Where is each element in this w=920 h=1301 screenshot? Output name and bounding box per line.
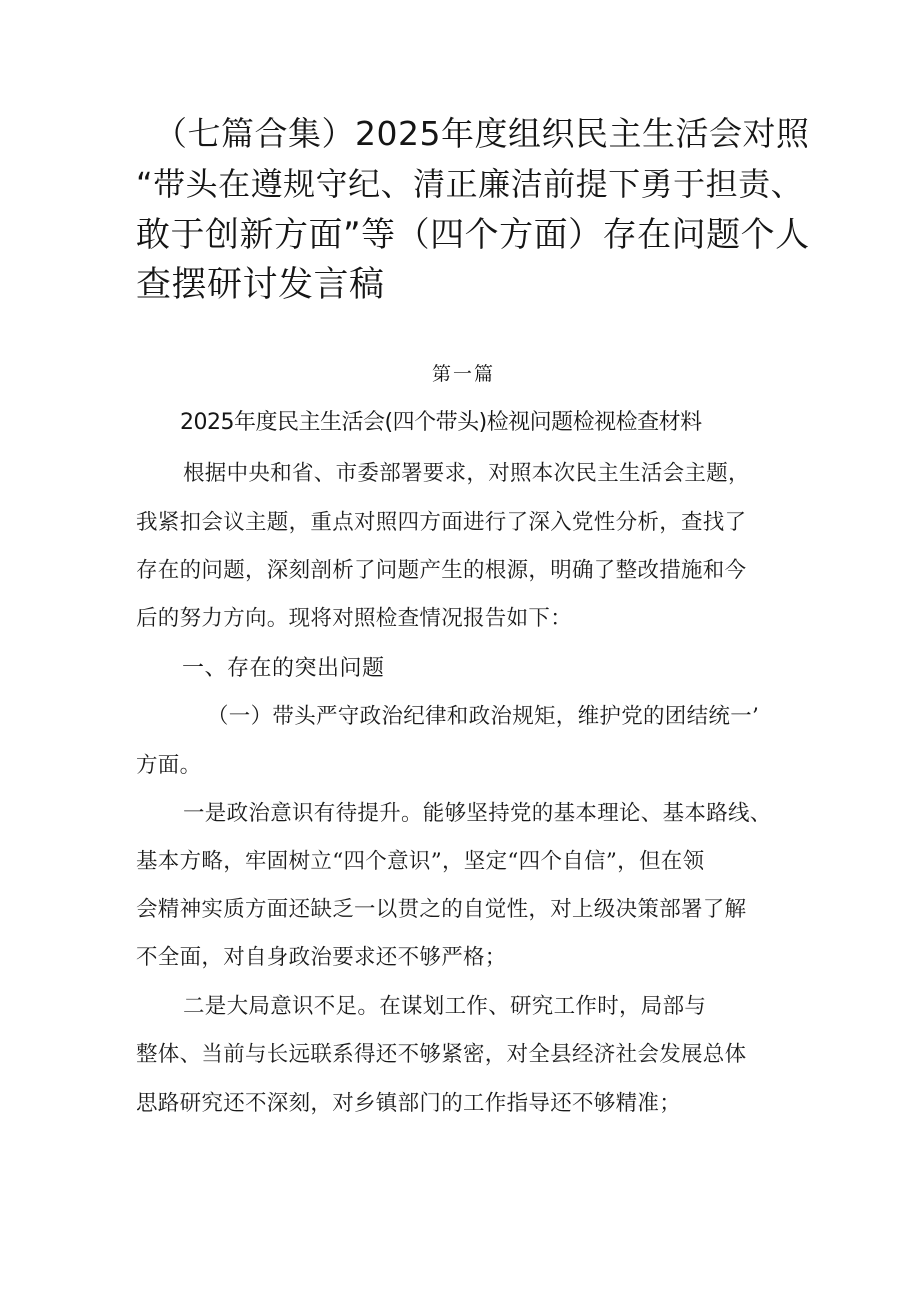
point-2-line-3: 思路研究还不深刻，对乡镇部门的工作指导还不够精准； (136, 1091, 682, 1116)
section-label: 第一篇 (432, 363, 496, 385)
point-2-line-2: 整体、当前与长远联系得还不够紧密，对全县经济社会发展总体 (136, 1042, 747, 1067)
point-1-line-2: 基本方略，牢固树立“四个意识”，坚定“四个自信”，但在领 (136, 849, 705, 874)
point-1-line-3: 会精神实质方面还缺乏一以贯之的自觉性，对上级决策部署了解 (136, 897, 747, 922)
document-title-line-3: 敢于创新方面”等（四个方面）存在问题个人 (136, 215, 810, 255)
section-subtitle: 2025年度民主生活会(四个带头)检视问题检视检查材料 (180, 410, 702, 435)
heading-existing-problems: 一、存在的突出问题 (182, 656, 385, 681)
subheading-1-line-1: （一）带头严守政治纪律和政治规矩，维护党的团结统一’ (207, 704, 760, 729)
subheading-1-line-2: 方面。 (136, 753, 202, 778)
intro-line-2: 我紧扣会议主题，重点对照四方面进行了深入党性分析，查找了 (136, 510, 747, 535)
point-2-line-1: 二是大局意识不足。在谋划工作、研究工作时，局部与 (183, 994, 707, 1019)
intro-line-3: 存在的问题，深刻剖析了问题产生的根源，明确了整改措施和今 (136, 558, 747, 583)
document-title-line-1: （七篇合集）2025年度组织民主生活会对照 (154, 114, 810, 153)
point-1-line-4: 不全面，对自身政治要求还不够严格； (136, 945, 507, 970)
document-title-line-4: 查摆研讨发言稿 (136, 265, 385, 305)
document-title-line-2: “带头在遵规守纪、清正廉洁前提下勇于担责、 (136, 165, 804, 203)
point-1-line-1: 一是政治意识有待提升。能够坚持党的基本理论、基本路线、 (183, 801, 772, 826)
intro-line-4: 后的努力方向。现将对照检查情况报告如下： (136, 606, 573, 631)
intro-line-1: 根据中央和省、市委部署要求，对照本次民主生活会主题， (183, 461, 750, 486)
